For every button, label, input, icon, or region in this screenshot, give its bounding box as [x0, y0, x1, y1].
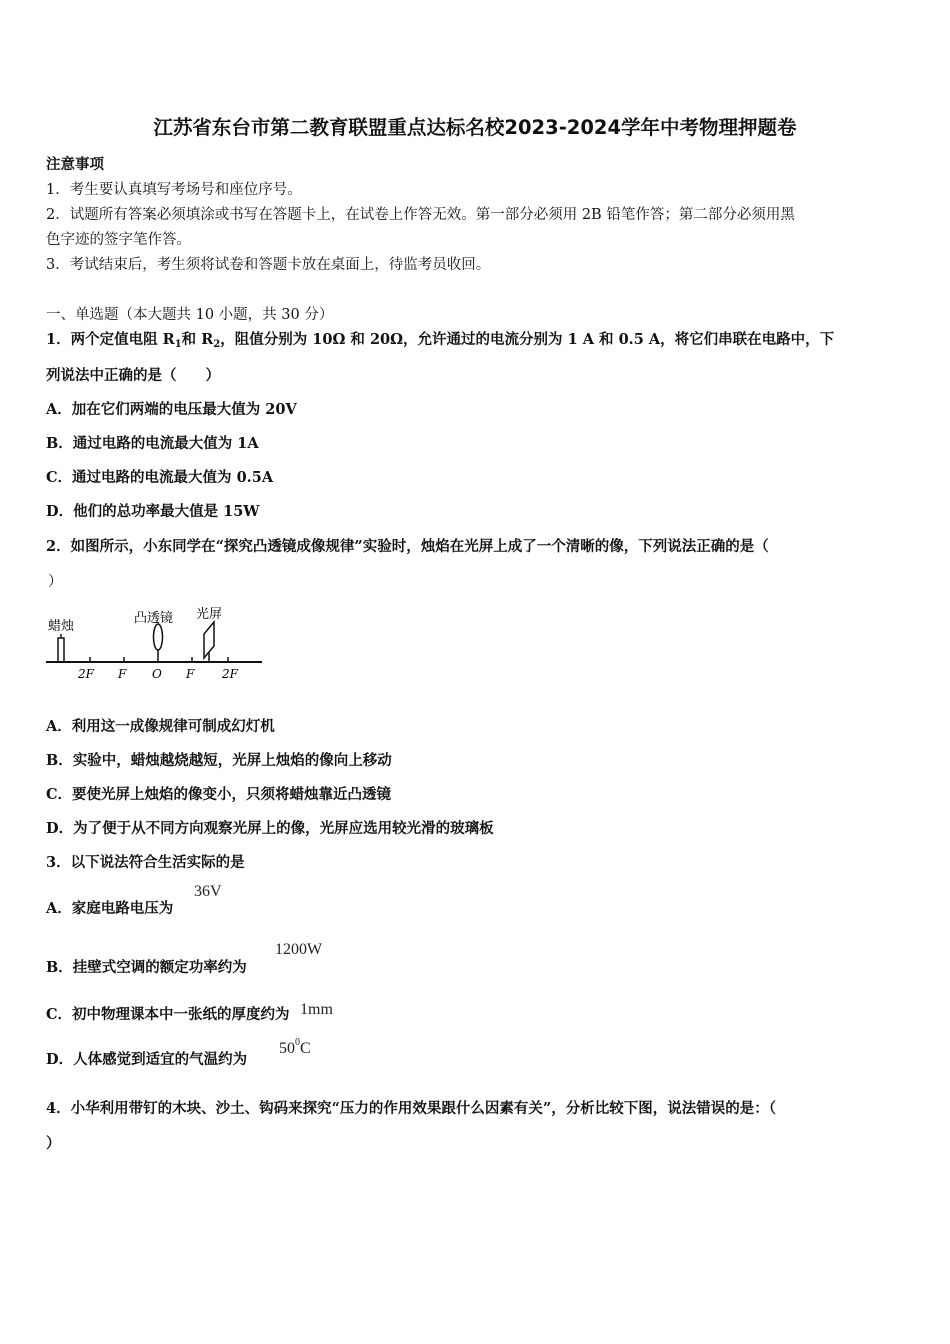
option-d: D．他们的总功率最大值是 15W — [46, 503, 260, 520]
option-a: A．加在它们两端的电压最大值为 20V — [46, 401, 297, 418]
tick-label: O — [152, 667, 162, 681]
question-1-stem: 1．两个定值电阻 $R_1$和 $R_2$，阻值分别为 10Ω 和 20Ω，允许通过的电流分别为 1 A 和 0.5 A，将它们串联在电路中，下 — [46, 331, 835, 350]
question-2-stem: 2．如图所示，小东同学在“探究凸透镜成像规律”实验时，烛焰在光屏上成了一个清晰的像，下列说法正确的是（ — [46, 538, 769, 555]
lens-label: 凸透镜 — [134, 611, 174, 626]
option-b-value: 1200W — [275, 941, 323, 958]
option-b: B．挂壁式空调的额定功率约为 — [46, 959, 247, 976]
notice-item: 2．试题所有答案必须填涂或书写在答题卡上，在试卷上作答无效。第一部分必须用 2B 铅笔作答；第二部分必须用黑 — [46, 207, 795, 223]
tick-label: F — [186, 667, 195, 681]
lens-experiment-figure — [44, 600, 264, 682]
option-c: C．初中物理课本中一张纸的厚度约为 — [46, 1006, 290, 1023]
option-b: B．实验中，蜡烛越烧越短，光屏上烛焰的像向上移动 — [46, 752, 392, 769]
question-1-stem-continued: 列说法中正确的是（ ） — [46, 367, 220, 384]
notice-item: 1．考生要认真填写考场号和座位序号。 — [46, 182, 302, 198]
option-a: A．家庭电路电压为 — [46, 900, 174, 917]
question-4-stem-continued: ） — [46, 1135, 61, 1152]
option-c: C．要使光屏上烛焰的像变小，只须将蜡烛靠近凸透镜 — [46, 786, 392, 803]
notice-item: 色字迹的签字笔作答。 — [46, 232, 191, 248]
convex-lens — [154, 624, 163, 650]
notice-item: 3．考试结束后，考生须将试卷和答题卡放在桌面上，待监考员收回。 — [46, 257, 491, 273]
option-d: D．为了便于从不同方向观察光屏上的像，光屏应选用较光滑的玻璃板 — [46, 820, 494, 837]
option-b: B．通过电路的电流最大值为 1A — [46, 435, 259, 452]
question-2-stem-continued: ） — [48, 574, 63, 590]
section-heading: 一、单选题（本大题共 10 小题，共 30 分） — [46, 307, 334, 323]
tick-label: F — [118, 667, 127, 681]
tick-label: 2F — [78, 667, 94, 681]
candle-label: 蜡烛 — [48, 619, 75, 634]
option-c-value: 1mm — [300, 1001, 333, 1018]
question-3-stem: 3．以下说法符合生活实际的是 — [46, 854, 245, 871]
option-d: D．人体感觉到适宜的气温约为 — [46, 1051, 248, 1068]
option-d-value: $50^0C$ — [279, 1037, 311, 1057]
candle — [58, 638, 64, 662]
page-title: 江苏省东台市第二教育联盟重点达标名校2023-2024学年中考物理押题卷 — [153, 116, 797, 139]
notice-heading: 注意事项 — [46, 156, 104, 173]
option-c: C．通过电路的电流最大值为 0.5A — [46, 469, 274, 486]
option-a: A．利用这一成像规律可制成幻灯机 — [46, 718, 275, 735]
option-a-value: 36V — [194, 883, 222, 900]
screen-label: 光屏 — [196, 607, 223, 622]
question-4-stem: 4．小华利用带钉的木块、沙土、钩码来探究“压力的作用效果跟什么因素有关”，分析比较下图，说法错误的是：（ — [46, 1100, 777, 1117]
tick-label: 2F — [222, 667, 238, 681]
